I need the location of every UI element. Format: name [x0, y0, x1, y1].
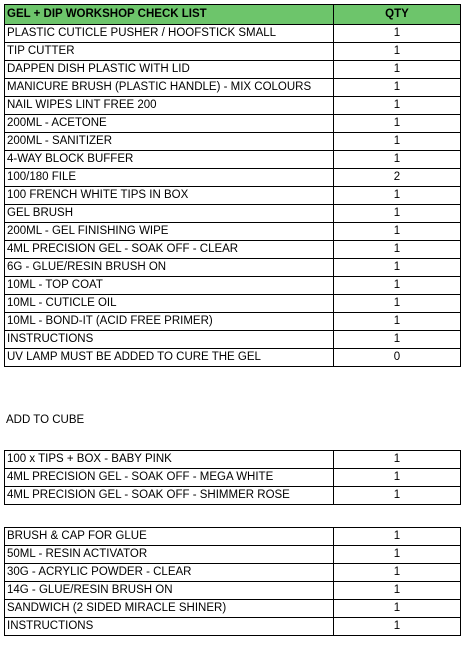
- qty-cell: 1: [334, 151, 461, 169]
- table-row: [5, 469, 461, 487]
- qty-cell: 1: [334, 115, 461, 133]
- table-row: [5, 61, 461, 79]
- table-row: [5, 600, 461, 618]
- qty-cell: 2: [334, 169, 461, 187]
- item-name-cell: INSTRUCTIONS: [5, 618, 334, 636]
- qty-column-header: QTY: [334, 5, 461, 25]
- table-row: [5, 528, 461, 546]
- table-row: [5, 43, 461, 61]
- item-name-cell: DAPPEN DISH PLASTIC WITH LID: [5, 61, 334, 79]
- qty-cell: 1: [334, 295, 461, 313]
- qty-cell: 1: [334, 331, 461, 349]
- table-row: [5, 97, 461, 115]
- item-name-cell: 10ML - CUTICLE OIL: [5, 295, 334, 313]
- add-to-cube-label: ADD TO CUBE: [6, 414, 85, 426]
- item-name-cell: 200ML - SANITIZER: [5, 133, 334, 151]
- table-row: [5, 115, 461, 133]
- table-row: [5, 564, 461, 582]
- qty-cell: 1: [334, 469, 461, 487]
- item-name-cell: NAIL WIPES LINT FREE 200: [5, 97, 334, 115]
- table-row: [5, 223, 461, 241]
- item-name-cell: PLASTIC CUTICLE PUSHER / HOOFSTICK SMALL: [5, 25, 334, 43]
- table-row: [5, 349, 461, 367]
- qty-cell: 1: [334, 79, 461, 97]
- table-row: [5, 187, 461, 205]
- checklist-title: GEL + DIP WORKSHOP CHECK LIST: [5, 5, 334, 25]
- cube-items-table: [4, 450, 461, 505]
- table-row: [5, 331, 461, 349]
- item-name-cell: 4ML PRECISION GEL - SOAK OFF - MEGA WHITE: [5, 469, 334, 487]
- qty-cell: 1: [334, 97, 461, 115]
- item-name-cell: 30G - ACRYLIC POWDER - CLEAR: [5, 564, 334, 582]
- table-row: [5, 618, 461, 636]
- table-row: [5, 169, 461, 187]
- table-row: [5, 25, 461, 43]
- item-name-cell: MANICURE BRUSH (PLASTIC HANDLE) - MIX COLOURS: [5, 79, 334, 97]
- table-row: [5, 79, 461, 97]
- workshop-checklist-table: [4, 4, 461, 367]
- item-name-cell: 14G - GLUE/RESIN BRUSH ON: [5, 582, 334, 600]
- qty-cell: 1: [334, 277, 461, 295]
- qty-cell: 1: [334, 313, 461, 331]
- qty-cell: 1: [334, 241, 461, 259]
- item-name-cell: 50ML - RESIN ACTIVATOR: [5, 546, 334, 564]
- table-row: [5, 313, 461, 331]
- item-name-cell: BRUSH & CAP FOR GLUE: [5, 528, 334, 546]
- item-name-cell: 100 FRENCH WHITE TIPS IN BOX: [5, 187, 334, 205]
- qty-cell: 1: [334, 259, 461, 277]
- item-name-cell: 4ML PRECISION GEL - SOAK OFF - CLEAR: [5, 241, 334, 259]
- item-name-cell: 100 x TIPS + BOX - BABY PINK: [5, 451, 334, 469]
- qty-cell: 1: [334, 133, 461, 151]
- table-row: [5, 295, 461, 313]
- qty-cell: 0: [334, 349, 461, 367]
- table-row: [5, 582, 461, 600]
- extra-items-table: [4, 527, 461, 636]
- item-name-cell: UV LAMP MUST BE ADDED TO CURE THE GEL: [5, 349, 334, 367]
- table-header-row: [5, 5, 461, 25]
- qty-cell: 1: [334, 582, 461, 600]
- qty-cell: 1: [334, 61, 461, 79]
- qty-cell: 1: [334, 546, 461, 564]
- table-row: [5, 133, 461, 151]
- item-name-cell: 4ML PRECISION GEL - SOAK OFF - SHIMMER ROSE: [5, 487, 334, 505]
- table-row: [5, 451, 461, 469]
- item-name-cell: 10ML - BOND-IT (ACID FREE PRIMER): [5, 313, 334, 331]
- table-row: [5, 241, 461, 259]
- table-row: [5, 259, 461, 277]
- item-name-cell: 4-WAY BLOCK BUFFER: [5, 151, 334, 169]
- item-name-cell: 200ML - ACETONE: [5, 115, 334, 133]
- item-name-cell: TIP CUTTER: [5, 43, 334, 61]
- item-name-cell: 10ML - TOP COAT: [5, 277, 334, 295]
- qty-cell: 1: [334, 187, 461, 205]
- item-name-cell: 100/180 FILE: [5, 169, 334, 187]
- item-name-cell: SANDWICH (2 SIDED MIRACLE SHINER): [5, 600, 334, 618]
- table-row: [5, 546, 461, 564]
- item-name-cell: 6G - GLUE/RESIN BRUSH ON: [5, 259, 334, 277]
- qty-cell: 1: [334, 618, 461, 636]
- table-row: [5, 151, 461, 169]
- item-name-cell: INSTRUCTIONS: [5, 331, 334, 349]
- qty-cell: 1: [334, 487, 461, 505]
- table-row: [5, 277, 461, 295]
- qty-cell: 1: [334, 43, 461, 61]
- qty-cell: 1: [334, 564, 461, 582]
- qty-cell: 1: [334, 25, 461, 43]
- qty-cell: 1: [334, 600, 461, 618]
- item-name-cell: 200ML - GEL FINISHING WIPE: [5, 223, 334, 241]
- qty-cell: 1: [334, 223, 461, 241]
- item-name-cell: GEL BRUSH: [5, 205, 334, 223]
- qty-cell: 1: [334, 528, 461, 546]
- table-row: [5, 205, 461, 223]
- table-row: [5, 487, 461, 505]
- qty-cell: 1: [334, 451, 461, 469]
- qty-cell: 1: [334, 205, 461, 223]
